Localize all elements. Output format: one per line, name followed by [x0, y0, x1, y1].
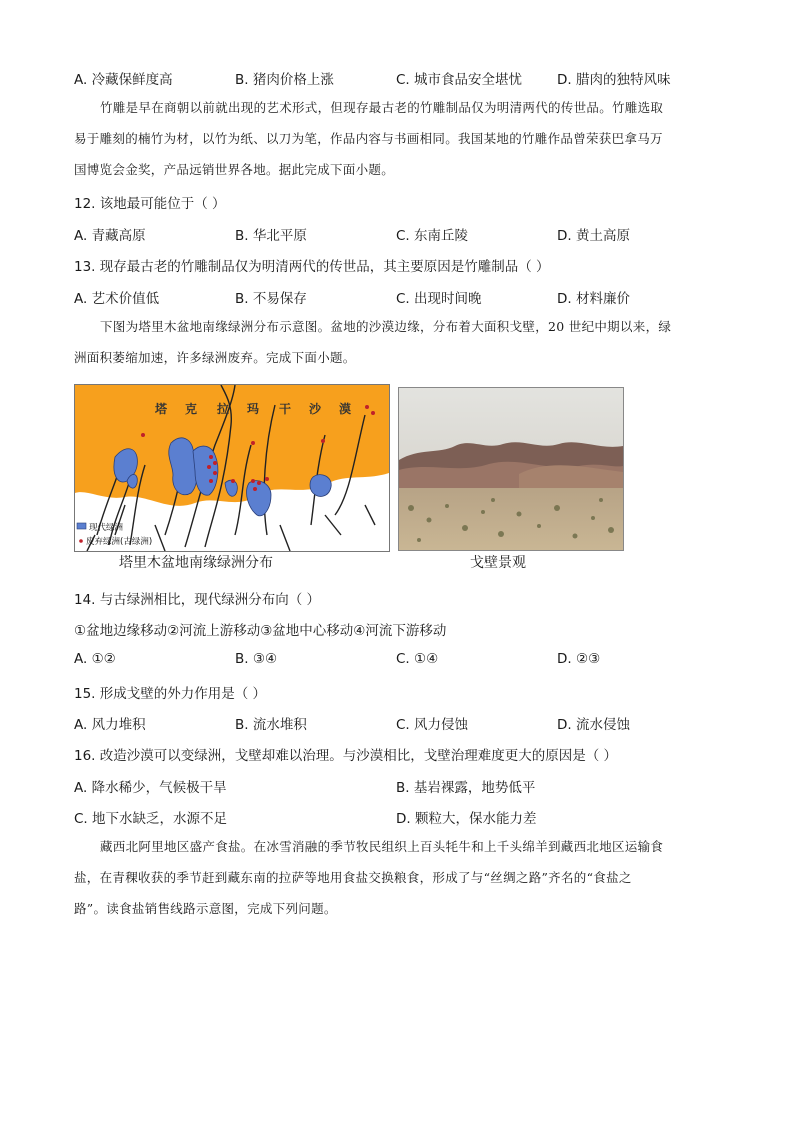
q11-option-a: A. 冷藏保鲜度高	[74, 72, 173, 88]
desert-char-4: 玛	[247, 402, 260, 416]
passage-bamboo-line-1: 竹雕是早在商朝以前就出现的艺术形式，但现存最古老的竹雕制品仅为明清两代的传世品。竹雕选取	[100, 100, 664, 115]
passage-salt-line-3: 路”。读食盐销售线路示意图，完成下列问题。	[74, 901, 337, 916]
q14-option-b: B. ③④	[235, 651, 278, 667]
q13-option-d: D. 材料廉价	[557, 291, 630, 307]
legend-modern-swatch	[77, 523, 86, 529]
gobi-photo-svg	[399, 388, 623, 550]
q16-option-c: C. 地下水缺乏，水源不足	[74, 811, 228, 827]
passage-tarim-line-1: 下图为塔里木盆地南缘绿洲分布示意图。盆地的沙漠边缘，分布着大面积戈壁，20 世纪中期以来，绿	[100, 319, 672, 334]
q14-option-c: C. ①④	[396, 651, 439, 667]
q13-stem: 13. 现存最古老的竹雕制品仅为明清两代的传世品，其主要原因是竹雕制品（ ）	[74, 259, 550, 275]
q14-option-d: D. ②③	[557, 651, 601, 667]
q16-option-a: A. 降水稀少，气候极干旱	[74, 780, 227, 796]
q11-option-b: B. 猪肉价格上涨	[235, 72, 334, 88]
q11-option-c: C. 城市食品安全堪忧	[396, 72, 523, 88]
q15-option-d: D. 流水侵蚀	[557, 717, 630, 733]
q14-option-a: A. ①②	[74, 651, 116, 667]
q14-stem: 14. 与古绿洲相比，现代绿洲分布向（ ）	[74, 592, 321, 608]
desert-char-1: 塔	[155, 402, 168, 416]
map-caption: 塔里木盆地南缘绿洲分布	[119, 555, 273, 571]
passage-bamboo	[74, 92, 724, 185]
q16-option-d: D. 颗粒大，保水能力差	[396, 811, 537, 827]
passage-tarim-line-2: 洲面积萎缩加速，许多绿洲废弃。完成下面小题。	[74, 350, 356, 365]
photo-caption: 戈壁景观	[470, 555, 526, 571]
desert-char-6: 沙	[309, 402, 322, 416]
q15-option-b: B. 流水堆积	[235, 717, 307, 733]
q15-stem: 15. 形成戈壁的外力作用是（ ）	[74, 686, 267, 702]
passage-tarim	[74, 311, 724, 373]
q16-option-b: B. 基岩裸露，地势低平	[396, 780, 536, 796]
passage-bamboo-line-3: 国博览会金奖，产品远销世界各地。据此完成下面小题。	[74, 162, 395, 177]
passage-bamboo-line-2: 易于雕刻的楠竹为材，以竹为纸、以刀为笔，作品内容与书画相同。我国某地的竹雕作品曾荣获巴拿马万	[74, 131, 663, 146]
q13-option-b: B. 不易保存	[235, 291, 307, 307]
q15-option-a: A. 风力堆积	[74, 717, 146, 733]
q12-option-a: A. 青藏高原	[74, 228, 146, 244]
legend-abandoned-swatch	[79, 539, 83, 543]
q13-option-c: C. 出现时间晚	[396, 291, 482, 307]
tarim-map-svg	[75, 385, 389, 551]
q11-option-d: D. 腊肉的独特风味	[557, 72, 671, 88]
passage-salt-line-1: 藏西北阿里地区盛产食盐。在冰雪消融的季节牧民组织上百头牦牛和上千头绵羊到藏西北地区运输食	[100, 839, 664, 854]
q12-option-b: B. 华北平原	[235, 228, 307, 244]
gobi-photo	[398, 387, 624, 551]
q14-statements: ①盆地边缘移动②河流上游移动③盆地中心移动④河流下游移动	[74, 623, 447, 639]
desert-char-5: 干	[279, 402, 292, 416]
legend-modern-label: 现代绿洲	[89, 523, 124, 533]
q15-option-c: C. 风力侵蚀	[396, 717, 469, 733]
q16-stem: 16. 改造沙漠可以变绿洲，戈壁却难以治理。与沙漠相比，戈壁治理难度更大的原因是（ ）	[74, 748, 618, 764]
passage-salt-line-2: 盐，在青稞收获的季节赶到藏东南的拉萨等地用食盐交换粮食，形成了与“丝绸之路”齐名的“食盐之	[74, 870, 632, 885]
tarim-oasis-map	[74, 384, 390, 552]
q12-option-d: D. 黄土高原	[557, 228, 630, 244]
q12-stem: 12. 该地最可能位于（ ）	[74, 196, 226, 212]
legend-abandoned-label: 废弃绿洲(古绿洲)	[86, 537, 153, 547]
q12-option-c: C. 东南丘陵	[396, 228, 469, 244]
desert-char-2: 克	[185, 402, 198, 416]
desert-char-3: 拉	[217, 402, 230, 416]
desert-char-7: 漠	[339, 402, 352, 416]
q13-option-a: A. 艺术价值低	[74, 291, 160, 307]
passage-salt	[74, 831, 724, 924]
